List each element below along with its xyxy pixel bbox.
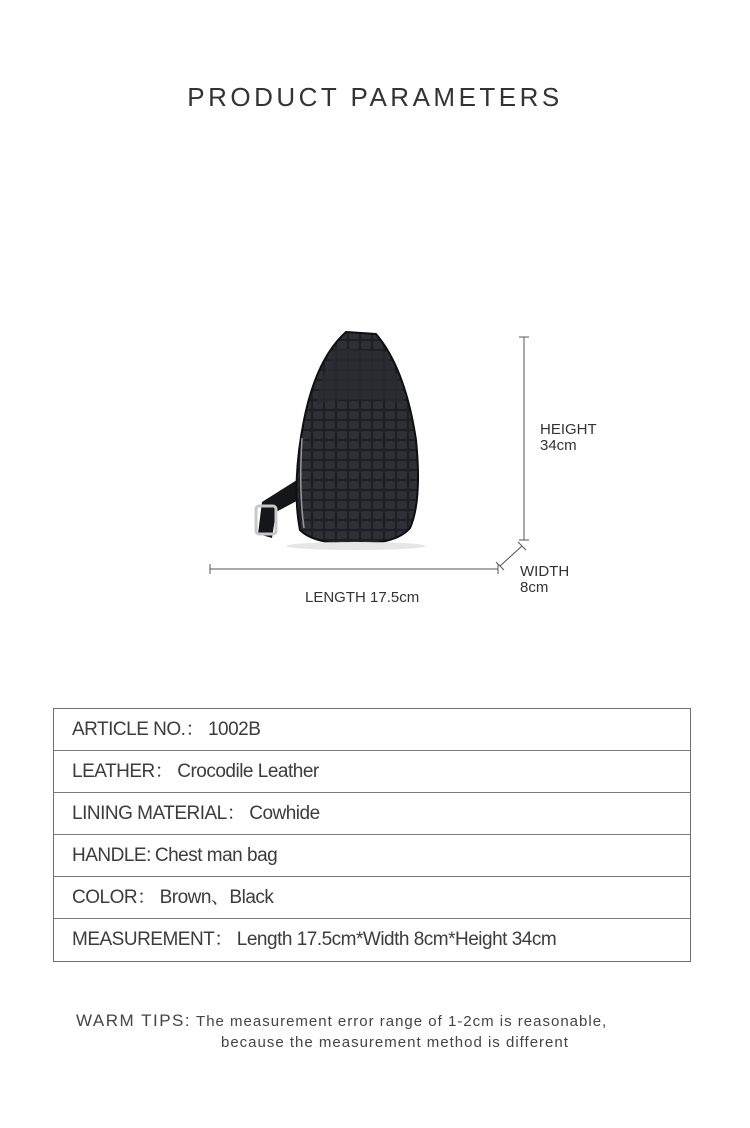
param-row-article [54, 709, 690, 751]
warm-tips [76, 1010, 607, 1053]
param-row-leather [54, 751, 690, 793]
param-value: Brown、Black [159, 887, 274, 908]
width-line [500, 546, 522, 566]
param-label: MEASUREMENT： [72, 929, 233, 950]
param-value: Crocodile Leather [177, 761, 319, 782]
param-row-measurement [54, 919, 690, 961]
warm-tips-line2: because the measurement method is different [221, 1034, 569, 1051]
param-value: Length 17.5cm*Width 8cm*Height 34cm [236, 929, 557, 950]
param-label: LEATHER： [72, 761, 174, 782]
page-title: PRODUCT PARAMETERS [187, 82, 563, 112]
param-label: LINING MATERIAL： [72, 803, 246, 824]
param-value: 1002B [207, 719, 261, 740]
warm-tips-line1: The measurement error range of 1-2cm is reasonable, [196, 1013, 608, 1030]
width-label: WIDTH 8cm [520, 563, 570, 596]
parameters-table [53, 708, 691, 962]
param-value: Cowhide [249, 803, 320, 824]
length-label: LENGTH 17.5cm [305, 589, 420, 606]
param-label: HANDLE: [72, 845, 151, 866]
param-row-lining [54, 793, 690, 835]
height-label: HEIGHT 34cm [540, 421, 597, 454]
param-label: ARTICLE NO.： [72, 719, 204, 740]
param-row-color [54, 877, 690, 919]
warm-tips-label: WARM TIPS: [76, 1011, 192, 1030]
param-label: COLOR： [72, 887, 156, 908]
param-value: Chest man bag [154, 845, 278, 866]
param-row-handle [54, 835, 690, 877]
